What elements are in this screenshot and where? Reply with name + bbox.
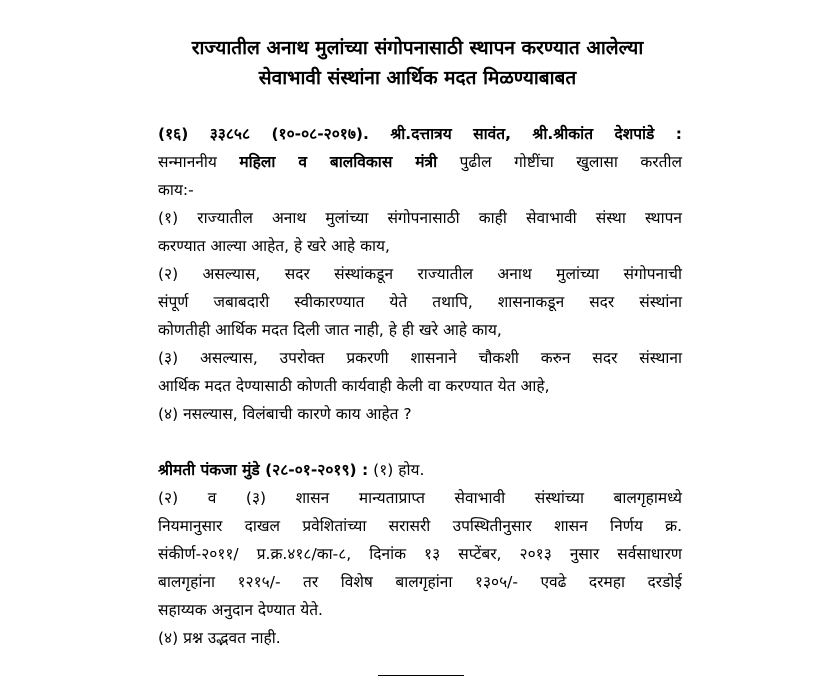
document-title-line-2: सेवाभावी संस्थांना आर्थिक मदत मिळण्याबाबत xyxy=(258,67,577,89)
answer-23-line-1: (२) व (३) शासन मान्यताप्राप्त सेवाभावी संस्थांच्या बालगृहामध्ये xyxy=(158,489,682,507)
minister-name: महिला व बालविकास मंत्री xyxy=(239,153,438,171)
question-2-line-3: कोणतीही आर्थिक मदत दिली जात नाही, हे ही खरे आहे काय, xyxy=(158,321,502,339)
answer-header xyxy=(158,456,682,484)
answer-23-line-3: संकीर्ण-२०११/ प्र.क्र.४१८/का-८, दिनांक १३ सप्टेंबर, २०१३ नुसार सर्वसाधारण xyxy=(158,545,682,563)
question-2-line-1: (२) असल्यास, सदर संस्थांकडून राज्यातील अनाथ मुलांच्या संगोपनाची xyxy=(158,265,682,283)
respondent-name: श्रीमती पंकजा मुंडे (२८-०१-२०१९) : xyxy=(158,461,369,479)
answer-23-line-5: सहाय्यक अनुदान देण्यात येते. xyxy=(158,601,323,619)
answer-23-line-4: बालगृहांना १२१५/- तर विशेष बालगृहांना १३०५/- एवढे दरमहा दरडोई xyxy=(158,573,682,591)
answer-1: (१) होय. xyxy=(373,461,425,479)
question-intro xyxy=(158,148,682,176)
end-separator xyxy=(378,675,464,676)
question-header: (१६) ३३८५८ (१०-०८-२०१७). श्री.दत्तात्रय सावंत, श्री.श्रीकांत देशपांडे : xyxy=(158,125,682,143)
question-section xyxy=(158,120,682,428)
answer-4: (४) प्रश्न उद्भवत नाही. xyxy=(158,629,281,647)
question-3-line-2: आर्थिक मदत देण्यासाठी कोणती कार्यवाही केली वा करण्यात येत आहे, xyxy=(158,377,550,395)
answer-23-line-2: नियमानुसार दाखल प्रवेशितांच्या सरासरी उपस्थितीनुसार शासन निर्णय क्र. xyxy=(158,517,682,535)
document-title-line-1: राज्यातील अनाथ मुलांच्या संगोपनासाठी स्थापन करण्यात आलेल्या xyxy=(191,37,644,59)
question-1-line-2: करण्यात आल्या आहेत, हे खरे आहे काय, xyxy=(158,237,390,255)
intro-suffix: पुढील गोष्टींचा खुलासा करतील xyxy=(459,153,682,171)
question-1-line-1: (१) राज्यातील अनाथ मुलांच्या संगोपनासाठी काही सेवाभावी संस्था स्थापन xyxy=(158,209,682,227)
answer-section xyxy=(158,456,682,652)
question-2-line-2: संपूर्ण जबाबदारी स्वीकारण्यात येते तथापि, शासनाकडून सदर संस्थांना xyxy=(158,293,682,311)
question-3-line-1: (३) असल्यास, उपरोक्त प्रकरणी शासनाने चौकशी करुन सदर संस्थाना xyxy=(158,349,682,367)
question-intro-end: काय:- xyxy=(158,181,194,199)
question-4: (४) नसल्यास, विलंबाची कारणे काय आहेत ? xyxy=(158,405,412,423)
intro-prefix: सन्माननीय xyxy=(158,153,217,171)
